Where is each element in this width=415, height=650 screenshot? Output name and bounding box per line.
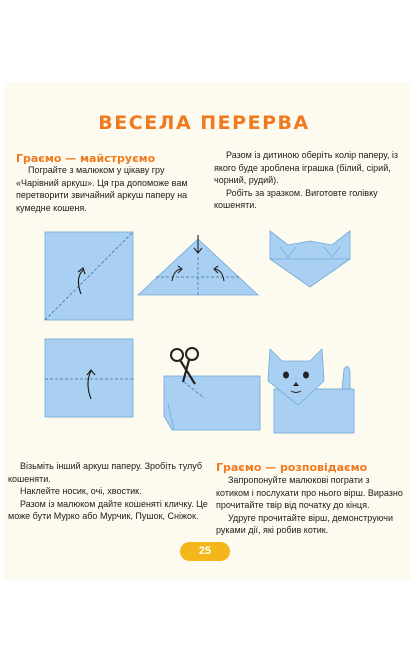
page-number: 25 <box>180 542 230 561</box>
body-instructions <box>8 460 208 523</box>
step2-folded-triangle <box>138 229 258 299</box>
craft-intro-text <box>16 164 204 214</box>
step6-finished-cat <box>266 347 356 439</box>
body-paragraph-2: Наклейте носик, очі, хвостик. <box>20 486 142 496</box>
body-paragraph-1: Візьміть інший аркуш паперу. Зробіть тулуб кошеняти. <box>8 461 203 484</box>
page-title: ВЕСЕЛА ПЕРЕРВА <box>98 112 310 134</box>
paper-color-paragraph: Разом із дитиною оберіть колір паперу, із якого буде зроблена іграшка (білий, сірий, чорний, рудий). <box>214 150 398 185</box>
step1-square-paper <box>45 232 135 322</box>
scissors-icon <box>168 346 204 388</box>
step3-cat-head <box>266 229 356 289</box>
step4-body-paper <box>45 339 135 419</box>
body-paragraph-3: Разом із малюком дайте кошеняті кличку. Це може бути Мурко або Мурчик, Пушок, Сніжок. <box>8 498 208 521</box>
story-paragraph-1: Запропонуйте малюкові пограти з котиком і послухати про нього вірш. Виразно прочитайте твір від початку до кінця. <box>216 475 403 510</box>
make-head-paragraph: Робіть за зразком. Виготовте голівку кошеняти. <box>214 187 378 210</box>
book-page <box>4 82 411 580</box>
story-paragraph-2: Удруге прочитайте вірш, демонструючи руками дії, які робив котик. <box>216 512 393 535</box>
story-instructions <box>216 474 404 537</box>
craft-instructions <box>214 149 400 212</box>
section-heading-story: Граємо — розповідаємо <box>216 461 368 474</box>
craft-intro-paragraph: Пограйте з малюком у цікаву гру «Чарівний аркуш». Ця гра допоможе вам перетворити звичайний аркуш паперу на кумедне кошеня. <box>16 165 188 213</box>
section-heading-craft: Граємо — майструємо <box>16 152 156 165</box>
